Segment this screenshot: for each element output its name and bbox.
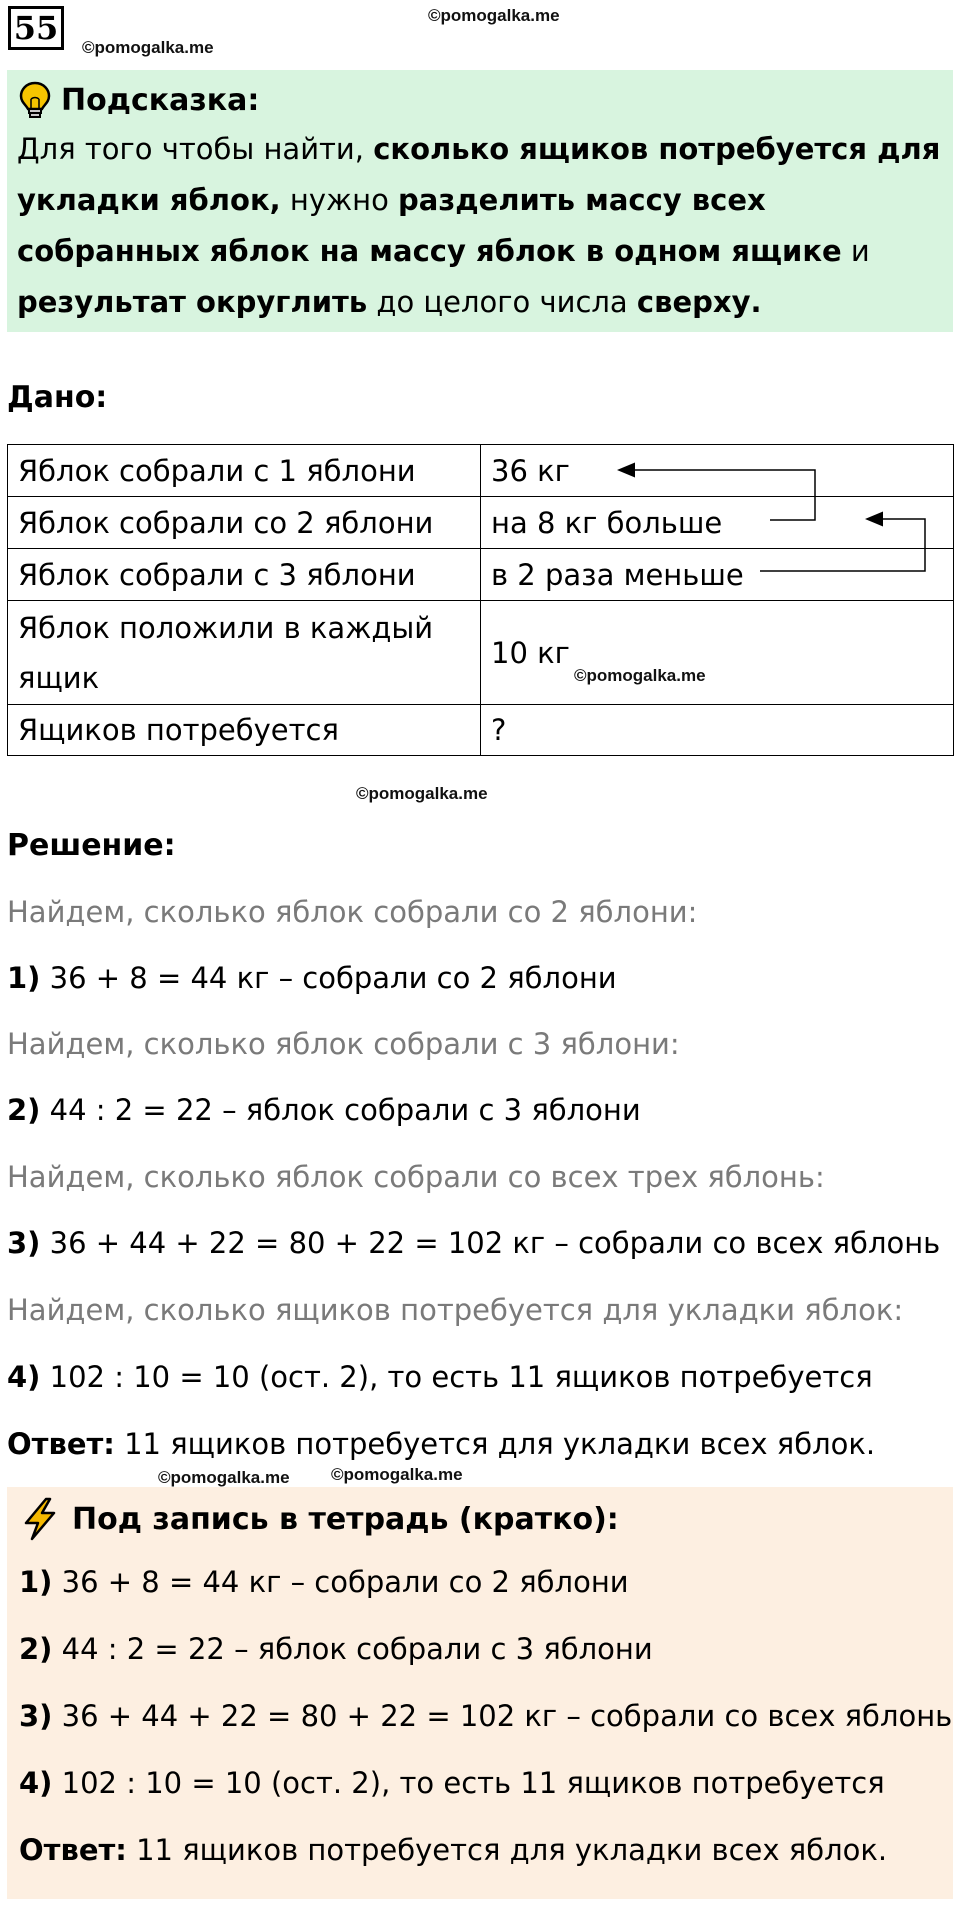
- notebook-title: [20, 1497, 619, 1541]
- lightbulb-icon: [17, 80, 53, 120]
- hint-text-part: сколько ящиков потребуется для укладки яблок,: [17, 132, 941, 217]
- step-text: 44 : 2 = 22 – яблок собрали с 3 яблони: [52, 1632, 653, 1666]
- answer-text: 11 ящиков потребуется для укладки всех яблок.: [126, 1833, 888, 1867]
- hint-text-part: разделить массу всех собранных яблок на массу яблок в одном ящике: [17, 183, 842, 268]
- step-number: 4): [19, 1766, 53, 1800]
- step-expression: [7, 1226, 940, 1260]
- step-expression: [7, 961, 617, 995]
- step-text: 36 + 8 = 44 кг – собрали со 2 яблони: [40, 961, 617, 995]
- hint-text-part: результат округлить: [17, 285, 368, 319]
- step-text: 102 : 10 = 10 (ост. 2), то есть 11 ящиков потребуется: [52, 1766, 885, 1800]
- answer-label: Ответ:: [19, 1833, 127, 1867]
- answer-text: 11 ящиков потребуется для укладки всех яблок.: [114, 1427, 876, 1461]
- watermark: ©pomogalka.me: [82, 38, 214, 57]
- step-comment: Найдем, сколько яблок собрали со 2 яблони:: [7, 895, 698, 929]
- hint-text-part: нужно: [280, 183, 399, 217]
- hint-text-part: и: [841, 234, 870, 268]
- step-text: 36 + 44 + 22 = 80 + 22 = 102 кг – собрали со всех яблонь: [40, 1226, 941, 1260]
- given-label: Яблок собрали со 2 яблони: [8, 497, 481, 549]
- answer: [7, 1427, 875, 1461]
- given-label: Ящиков потребуется: [8, 705, 481, 756]
- step-text: 102 : 10 = 10 (ост. 2), то есть 11 ящиков потребуется: [40, 1360, 873, 1394]
- hint-text-part: Для того чтобы найти,: [17, 132, 374, 166]
- given-value: на 8 кг больше: [481, 497, 954, 549]
- given-label: Яблок собрали с 1 яблони: [8, 445, 481, 497]
- hint-text-part: сверху.: [636, 285, 762, 319]
- given-value: 10 кг: [481, 601, 954, 705]
- hint-text: [17, 124, 943, 328]
- step-number: 3): [7, 1226, 41, 1260]
- note-step: [19, 1632, 653, 1666]
- watermark: ©pomogalka.me: [331, 1465, 463, 1484]
- step-number: 4): [7, 1360, 41, 1394]
- given-value: 36 кг: [481, 445, 954, 497]
- lightning-icon: [20, 1497, 60, 1541]
- given-label: Яблок положили в каждый ящик: [8, 601, 481, 705]
- relation-arrows: [600, 455, 940, 585]
- step-expression: [7, 1360, 873, 1394]
- arrow-row2-to-row1: [620, 470, 815, 520]
- step-comment: Найдем, сколько яблок собрали со всех трех яблонь:: [7, 1160, 825, 1194]
- step-comment: Найдем, сколько яблок собрали с 3 яблони:: [7, 1027, 680, 1061]
- solution-title: Решение:: [7, 828, 176, 863]
- notebook-title-text: Под запись в тетрадь (кратко):: [72, 1501, 619, 1537]
- hint-text-part: до целого числа: [367, 285, 637, 319]
- watermark: ©pomogalka.me: [574, 666, 706, 685]
- arrow-row3-to-row2: [760, 519, 925, 571]
- step-number: 2): [7, 1093, 41, 1127]
- note-step: [19, 1766, 885, 1800]
- note-step: [19, 1565, 629, 1599]
- step-text: 44 : 2 = 22 – яблок собрали с 3 яблони: [40, 1093, 641, 1127]
- step-number: 3): [19, 1699, 53, 1733]
- given-value: в 2 раза меньше: [481, 549, 954, 601]
- note-answer: [19, 1833, 887, 1867]
- step-text: 36 + 44 + 22 = 80 + 22 = 102 кг – собрали со всех яблонь: [52, 1699, 953, 1733]
- watermark: ©pomogalka.me: [428, 6, 560, 25]
- step-number: 2): [19, 1632, 53, 1666]
- step-number: 1): [7, 961, 41, 995]
- step-number: 1): [19, 1565, 53, 1599]
- hint-title: [17, 78, 943, 122]
- step-expression: [7, 1093, 641, 1127]
- step-comment: Найдем, сколько ящиков потребуется для укладки яблок:: [7, 1293, 904, 1327]
- given-title: Дано:: [7, 380, 108, 415]
- answer-label: Ответ:: [7, 1427, 115, 1461]
- step-text: 36 + 8 = 44 кг – собрали со 2 яблони: [52, 1565, 629, 1599]
- table-row: [8, 601, 954, 705]
- table-row: [8, 705, 954, 756]
- watermark: ©pomogalka.me: [158, 1468, 290, 1487]
- watermark: ©pomogalka.me: [356, 784, 488, 803]
- given-value: ?: [481, 705, 954, 756]
- hint-title-text: Подсказка:: [61, 82, 260, 118]
- task-number: 55: [8, 6, 64, 50]
- hint-box: [7, 70, 953, 332]
- note-step: [19, 1699, 952, 1733]
- given-label: Яблок собрали с 3 яблони: [8, 549, 481, 601]
